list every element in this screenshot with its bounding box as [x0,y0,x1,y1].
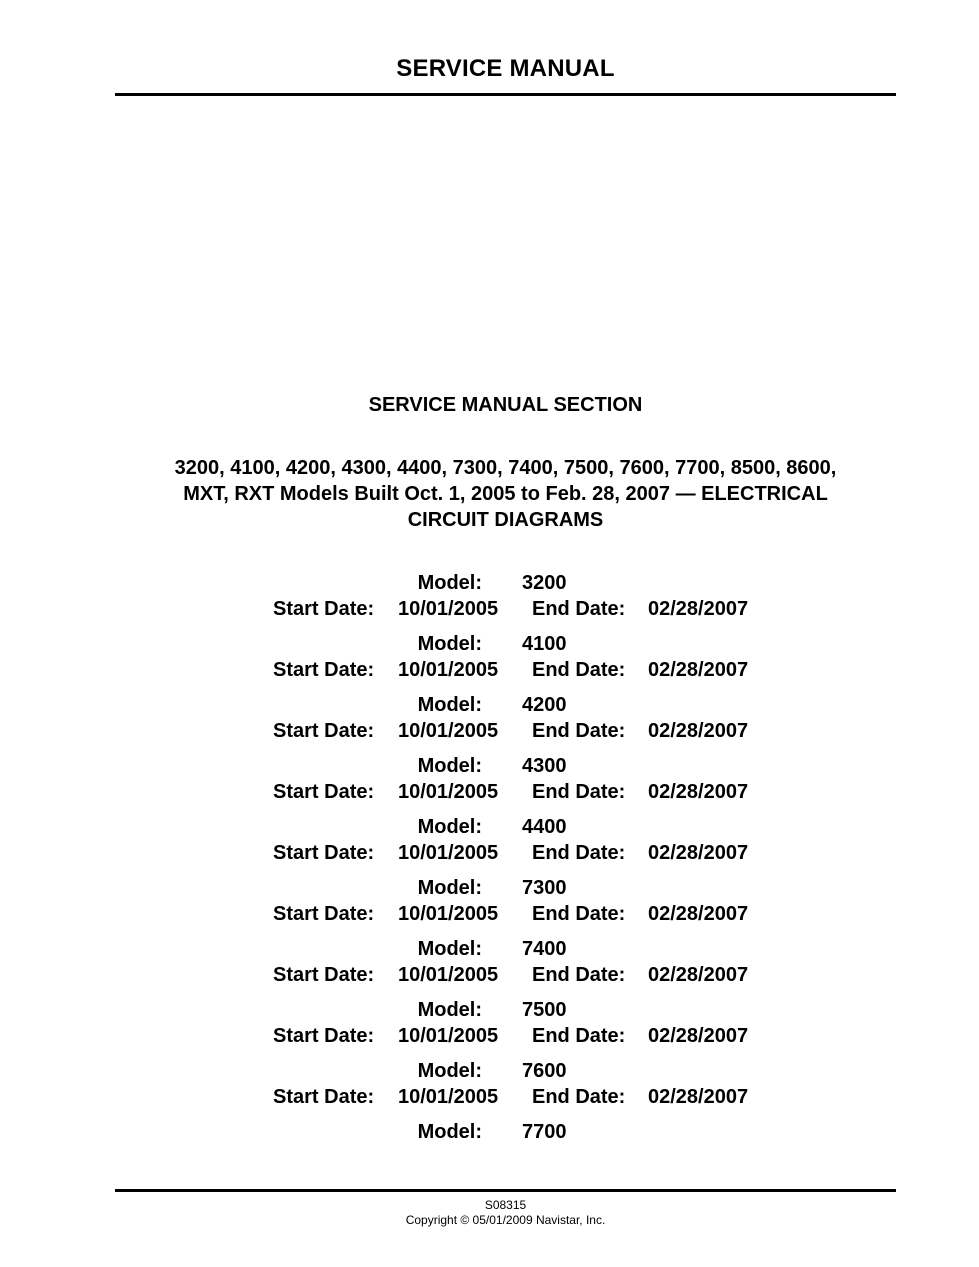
page-header-title: SERVICE MANUAL [396,55,615,82]
model-entry [115,632,896,693]
model-entry [115,754,896,815]
end-date-value: 02/28/2007 [648,781,749,803]
subtitle-line: CIRCUIT DIAGRAMS [407,509,604,531]
footer-rule [115,1189,896,1192]
start-date-value: 10/01/2005 [398,842,499,864]
section-title: SERVICE MANUAL SECTION [368,394,643,416]
end-date-label: End Date: [532,720,626,742]
copyright-notice: Copyright © 05/01/2009 Navistar, Inc. [405,1213,606,1227]
model-label: Model: [417,694,482,716]
end-date-value: 02/28/2007 [648,598,749,620]
model-value: 4400 [522,816,567,838]
model-label: Model: [417,816,482,838]
model-line [115,1120,896,1145]
model-entry [115,693,896,754]
end-date-label: End Date: [532,598,626,620]
end-date-value: 02/28/2007 [648,659,749,681]
start-date-label: Start Date: [273,1025,375,1047]
model-value: 4300 [522,755,567,777]
end-date-value: 02/28/2007 [648,720,749,742]
subtitle-line: MXT, RXT Models Built Oct. 1, 2005 to Feb. 28, 2007 — ELECTRICAL [183,483,828,505]
model-value: 7300 [522,877,567,899]
header-rule [115,93,896,96]
model-line [115,998,896,1023]
end-date-label: End Date: [532,1025,626,1047]
start-date-label: Start Date: [273,842,375,864]
start-date-value: 10/01/2005 [398,1086,499,1108]
start-date-value: 10/01/2005 [398,781,499,803]
date-line [115,597,896,622]
date-line [115,658,896,683]
start-date-label: Start Date: [273,903,375,925]
date-line [115,902,896,927]
date-line [115,1085,896,1110]
start-date-label: Start Date: [273,964,375,986]
date-line [115,780,896,805]
start-date-value: 10/01/2005 [398,1025,499,1047]
start-date-value: 10/01/2005 [398,720,499,742]
model-line [115,571,896,596]
model-label: Model: [417,877,482,899]
model-line [115,693,896,718]
model-label: Model: [417,633,482,655]
model-value: 3200 [522,572,567,594]
section-subtitle [115,455,896,533]
end-date-value: 02/28/2007 [648,1025,749,1047]
model-label: Model: [417,938,482,960]
start-date-label: Start Date: [273,720,375,742]
start-date-label: Start Date: [273,598,375,620]
model-label: Model: [417,1060,482,1082]
model-entry [115,1059,896,1120]
end-date-label: End Date: [532,1086,626,1108]
subtitle-line: 3200, 4100, 4200, 4300, 4400, 7300, 7400, 7500, 7600, 7700, 8500, 8600, [174,457,837,479]
start-date-label: Start Date: [273,781,375,803]
model-value: 7400 [522,938,567,960]
model-value: 7700 [522,1121,567,1143]
model-line [115,937,896,962]
end-date-label: End Date: [532,659,626,681]
model-entry [115,937,896,998]
model-value: 7600 [522,1060,567,1082]
start-date-label: Start Date: [273,659,375,681]
end-date-value: 02/28/2007 [648,903,749,925]
model-entry [115,1120,896,1181]
date-line [115,963,896,988]
model-entry [115,815,896,876]
model-entry [115,876,896,937]
end-date-label: End Date: [532,964,626,986]
end-date-value: 02/28/2007 [648,964,749,986]
model-value: 7500 [522,999,567,1021]
date-line [115,719,896,744]
date-line [115,1024,896,1049]
model-line [115,815,896,840]
start-date-label: Start Date: [273,1086,375,1108]
date-line [115,841,896,866]
model-line [115,632,896,657]
end-date-label: End Date: [532,903,626,925]
start-date-value: 10/01/2005 [398,598,499,620]
start-date-value: 10/01/2005 [398,659,499,681]
model-label: Model: [417,572,482,594]
model-value: 4200 [522,694,567,716]
model-line [115,876,896,901]
end-date-label: End Date: [532,781,626,803]
end-date-value: 02/28/2007 [648,1086,749,1108]
end-date-label: End Date: [532,842,626,864]
model-line [115,1059,896,1084]
model-entry [115,998,896,1059]
start-date-value: 10/01/2005 [398,964,499,986]
end-date-value: 02/28/2007 [648,842,749,864]
model-list [115,571,896,1181]
model-entry [115,571,896,632]
model-value: 4100 [522,633,567,655]
model-label: Model: [417,1121,482,1143]
model-label: Model: [417,999,482,1021]
start-date-value: 10/01/2005 [398,903,499,925]
document-code: S08315 [484,1198,527,1212]
model-line [115,754,896,779]
model-label: Model: [417,755,482,777]
